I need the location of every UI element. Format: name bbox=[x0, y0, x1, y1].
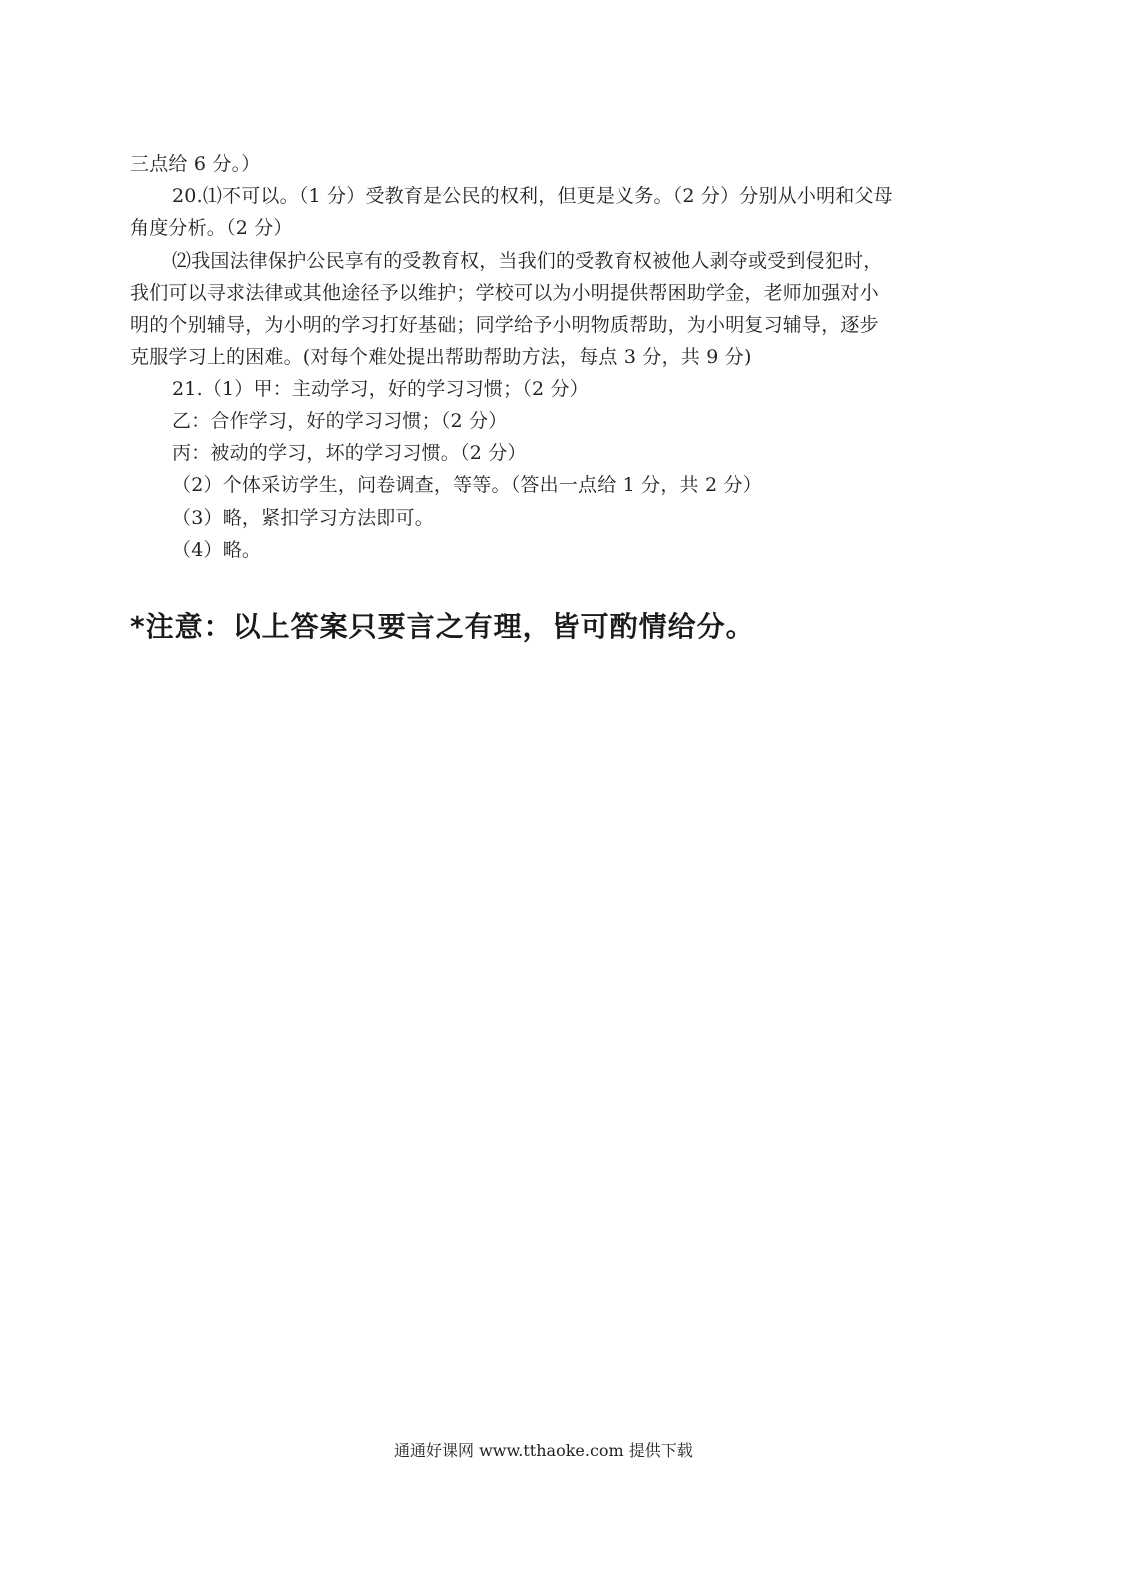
answer-line: （2）个体采访学生，问卷调查，等等。（答出一点给 1 分，共 2 分） bbox=[172, 474, 762, 496]
answer-line: 明的个别辅导，为小明的学习打好基础；同学给予小明物质帮助，为小明复习辅导，逐步 bbox=[130, 314, 879, 336]
answer-line: 角度分析。（2 分） bbox=[130, 217, 293, 239]
answer-line: 我们可以寻求法律或其他途径予以维护；学校可以为小明提供帮困助学金，老师加强对小 bbox=[130, 282, 879, 304]
answer-line: （4）略。 bbox=[172, 539, 262, 561]
page-footer: 通通好课网 www.tthaoke.com 提供下载 bbox=[394, 1441, 693, 1460]
answer-line: 20.⑴不可以。（1 分）受教育是公民的权利，但更是义务。（2 分）分别从小明和父母 bbox=[172, 185, 893, 207]
answer-line: ⑵我国法律保护公民享有的受教育权，当我们的受教育权被他人剥夺或受到侵犯时， bbox=[172, 250, 883, 272]
answer-line: 21.（1）甲：主动学习，好的学习习惯；（2 分） bbox=[172, 378, 589, 400]
answer-line: 克服学习上的困难。(对每个难处提出帮助帮助方法，每点 3 分，共 9 分) bbox=[130, 346, 752, 368]
answer-line: 丙：被动的学习，坏的学习习惯。（2 分） bbox=[172, 442, 527, 464]
answer-line: 乙：合作学习，好的学习习惯；（2 分） bbox=[172, 410, 508, 432]
grading-note: *注意：以上答案只要言之有理，皆可酌情给分。 bbox=[130, 610, 755, 643]
answer-line: （3）略，紧扣学习方法即可。 bbox=[172, 507, 434, 529]
answer-line: 三点给 6 分。） bbox=[130, 153, 261, 175]
